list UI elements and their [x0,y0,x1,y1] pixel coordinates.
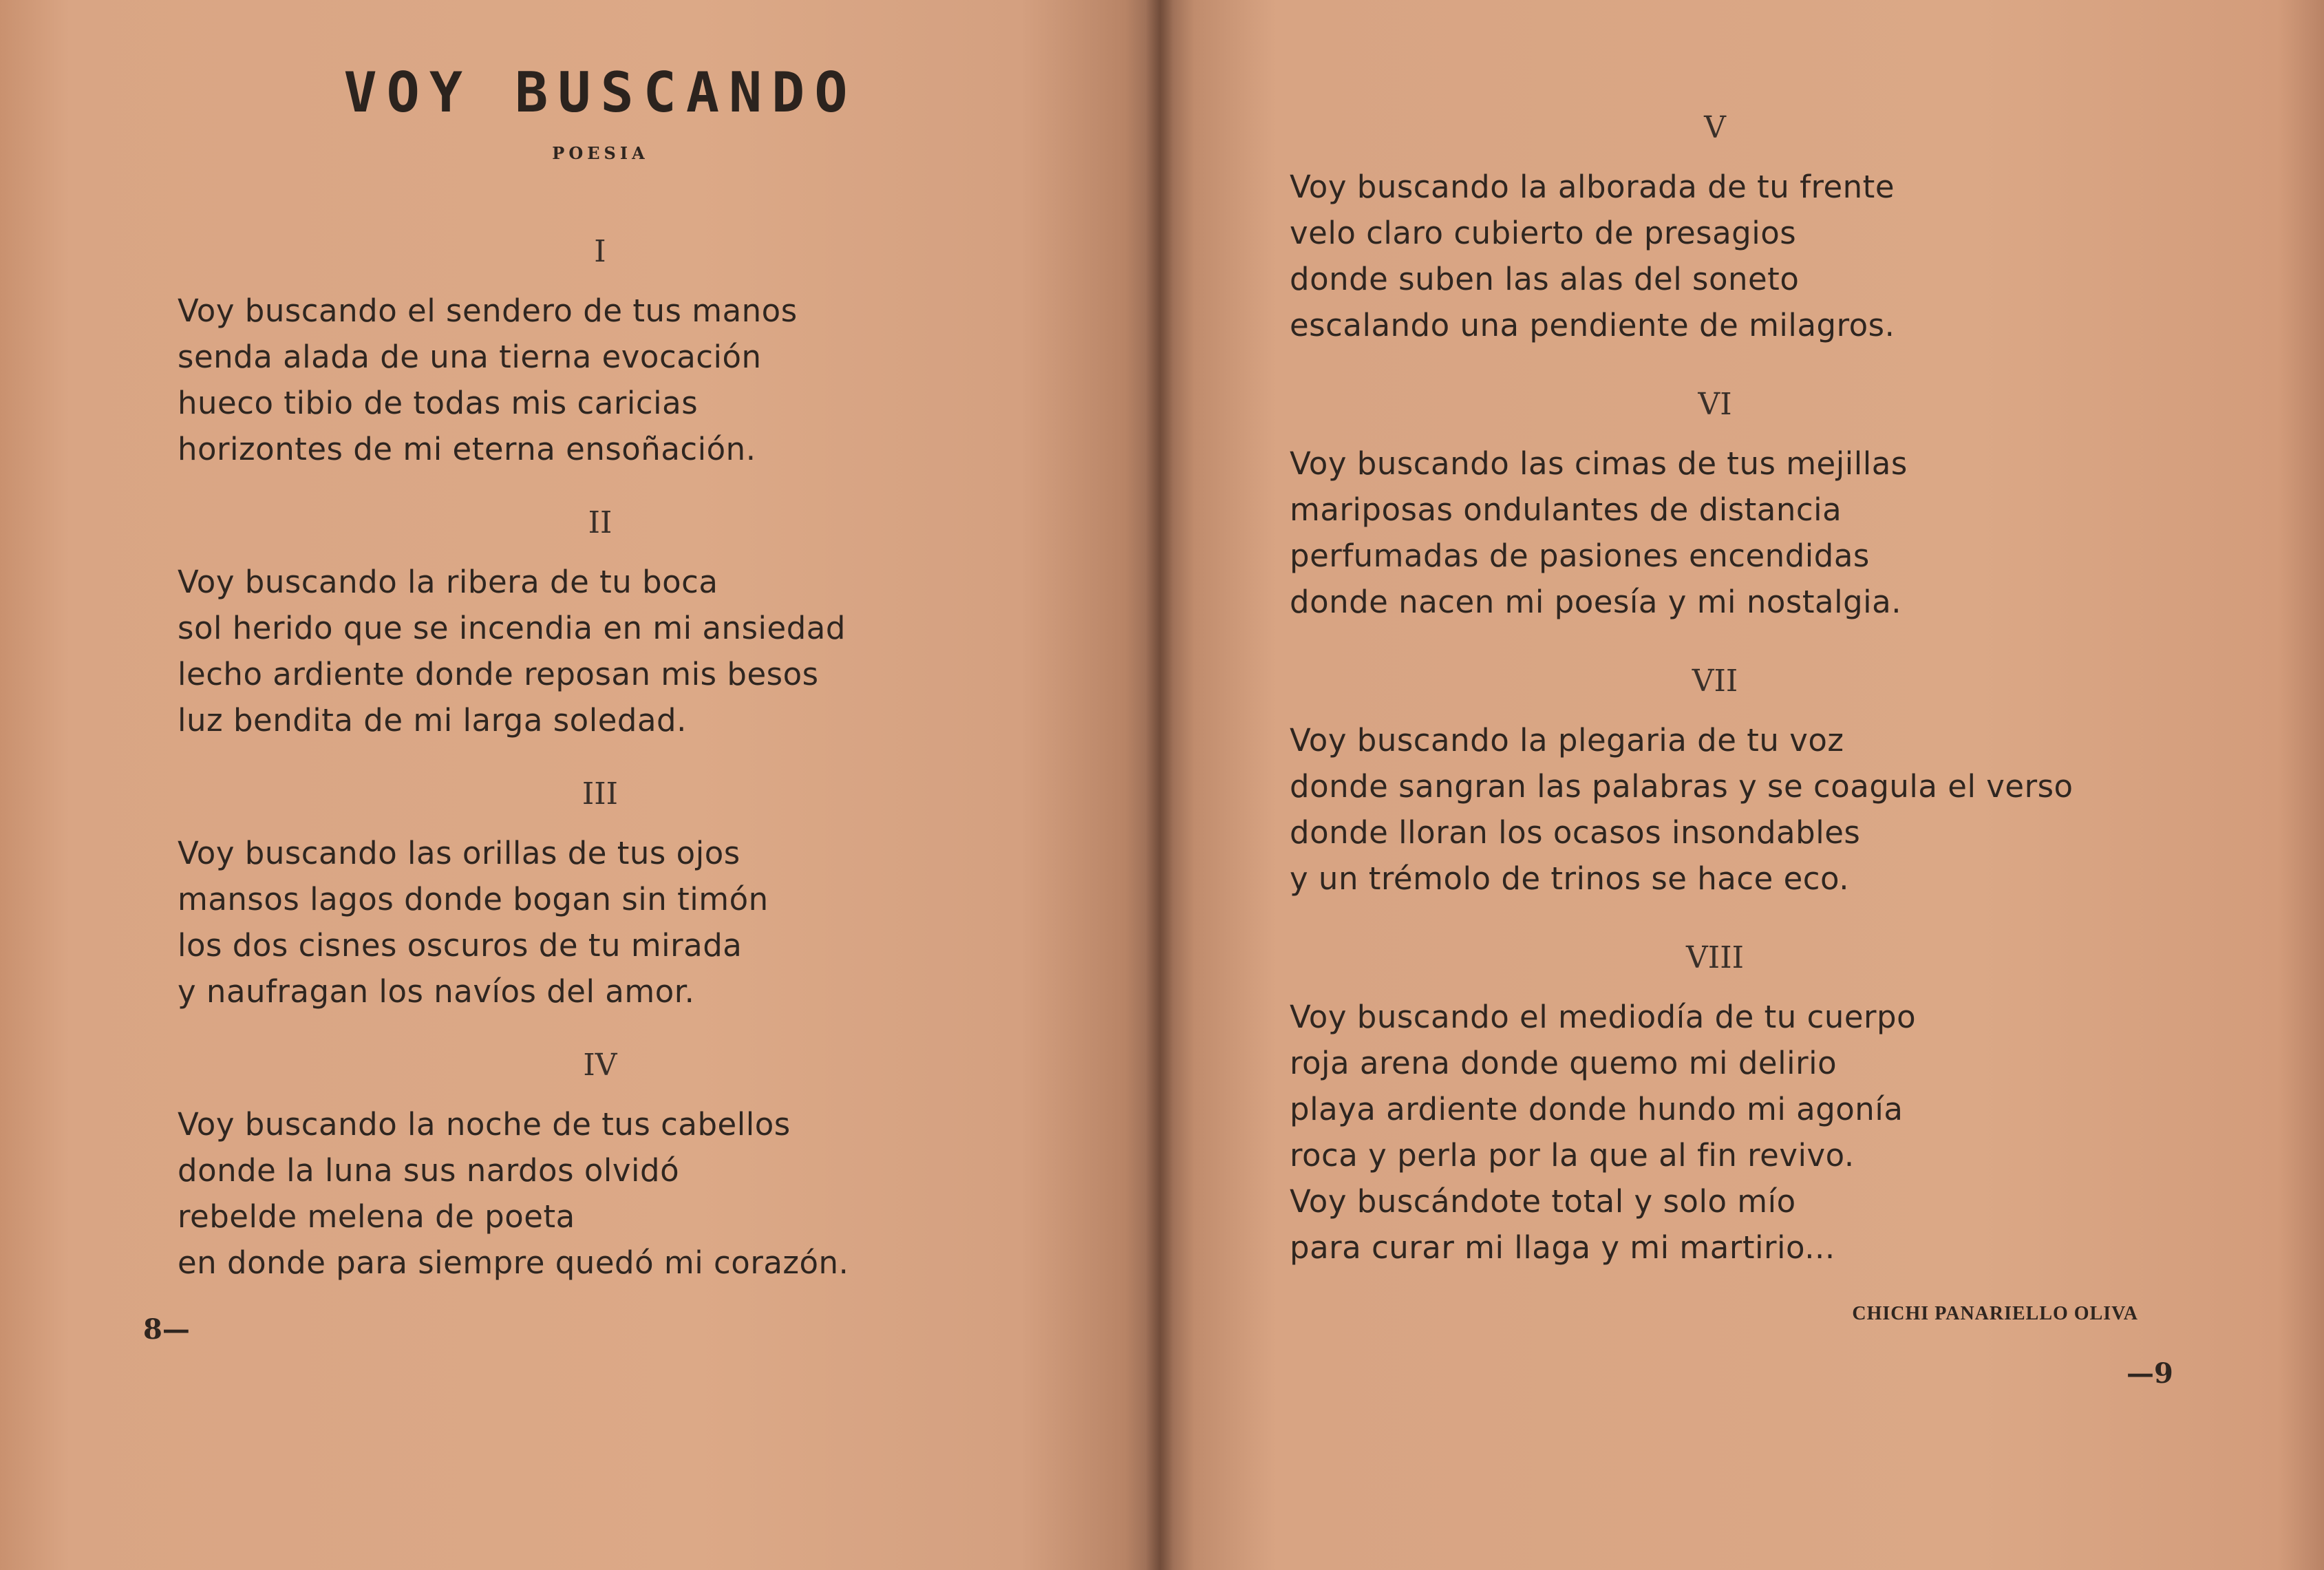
page-number-right: —9 [2126,1357,2173,1390]
stanza-numeral: IV [583,1048,617,1083]
verse-line: y naufragan los navíos del amor. [178,973,695,1010]
verse-line: mariposas ondulantes de distancia [1290,491,1842,528]
verse-line: Voy buscando la ribera de tu boca [178,564,718,600]
book-gutter [1146,0,1173,1570]
author-name: CHICHI PANARIELLO OLIVA [1852,1303,2138,1324]
stanza-numeral: III [582,776,619,811]
stanza-numeral: I [594,234,606,269]
verse-line: donde suben las alas del soneto [1290,261,1800,297]
stanza-numeral: VII [1692,664,1738,699]
verse-line: Voy buscando la noche de tus cabellos [178,1106,791,1143]
verse-line: senda alada de una tierna evocación [178,339,762,375]
verse-line: perfumadas de pasiones encendidas [1290,538,1870,574]
stanza-numeral: V [1704,110,1726,145]
verse-line: Voy buscando la plegaria de tu voz [1290,722,1844,759]
verse-line: los dos cisnes oscuros de tu mirada [178,927,743,964]
verse-line: playa ardiente donde hundo mi agonía [1290,1091,1904,1127]
verse-line: Voy buscando la alborada de tu frente [1290,169,1895,205]
stanza-numeral: II [588,505,612,540]
poem-subtitle: POESIA [552,143,649,163]
verse-line: escalando una pendiente de milagros. [1290,307,1895,343]
verse-line: luz bendita de mi larga soledad. [178,702,687,739]
verse-line: Voy buscando las cimas de tus mejillas [1290,445,1908,482]
verse-line: Voy buscándote total y solo mío [1290,1183,1796,1220]
verse-line: velo claro cubierto de presagios [1290,215,1797,251]
verse-line: lecho ardiente donde reposan mis besos [178,656,819,692]
verse-line: en donde para siempre quedó mi corazón. [178,1244,849,1281]
verse-line: roca y perla por la que al fin revivo. [1290,1137,1855,1174]
stanza-numeral: VIII [1686,940,1744,975]
verse-line: horizontes de mi eterna ensoñación. [178,431,756,467]
verse-line: hueco tibio de todas mis caricias [178,385,699,421]
stanza-numeral: VI [1698,387,1732,422]
verse-line: mansos lagos donde bogan sin timón [178,881,769,917]
verse-line: donde la luna sus nardos olvidó [178,1152,680,1189]
verse-line: para curar mi llaga y mi martirio... [1290,1229,1835,1266]
verse-line: roja arena donde quemo mi delirio [1290,1045,1837,1081]
verse-line: Voy buscando el mediodía de tu cuerpo [1290,999,1917,1035]
verse-line: y un trémolo de trinos se hace eco. [1290,860,1850,897]
verse-line: donde nacen mi poesía y mi nostalgia. [1290,584,1902,620]
verse-line: rebelde melena de poeta [178,1198,575,1235]
verse-line: donde lloran los ocasos insondables [1290,814,1861,851]
verse-line: Voy buscando el sendero de tus manos [178,293,798,329]
verse-line: donde sangran las palabras y se coagula el verso [1290,768,2074,805]
verse-line: sol herido que se incendia en mi ansiedad [178,610,846,646]
page-number-left: 8— [143,1313,190,1346]
verse-line: Voy buscando las orillas de tus ojos [178,835,740,871]
poem-title: VOY BUSCANDO [343,61,857,125]
